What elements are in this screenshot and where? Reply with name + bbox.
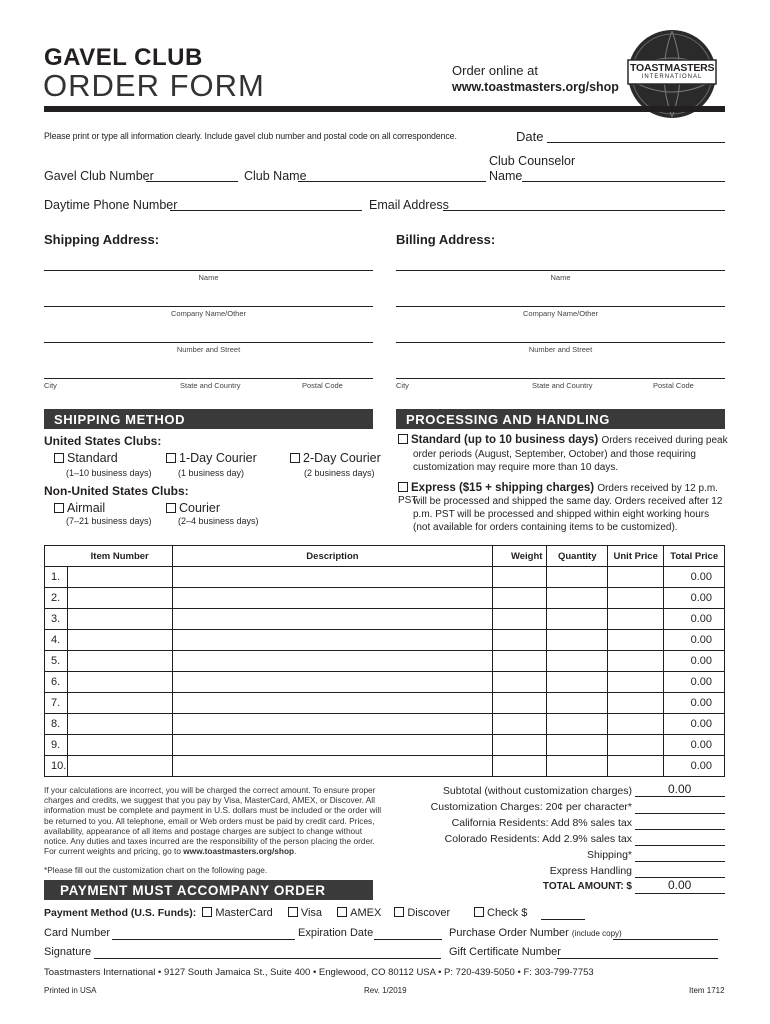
footer-printed: Printed in USA xyxy=(44,986,97,995)
courier-checkbox[interactable] xyxy=(166,503,176,513)
header-total-price: Total Price xyxy=(664,546,725,567)
row-number: 3. xyxy=(45,609,68,630)
standard-shipping-option[interactable] xyxy=(54,451,118,465)
row-number: 8. xyxy=(45,714,68,735)
colorado-label: Colorado Residents: Add 2.9% sales tax xyxy=(444,833,632,845)
shipping-city-label: City xyxy=(44,381,57,390)
express-processing-text4: (not available for orders containing items to be customized). xyxy=(413,522,678,533)
quantity-cell[interactable] xyxy=(547,630,608,651)
express-processing-text1: Orders received by 12 p.m. PST xyxy=(398,483,718,506)
shipping-company-label: Company Name/Other xyxy=(170,309,247,318)
billing-street-label: Number and Street xyxy=(528,345,593,354)
customization-field[interactable] xyxy=(635,801,725,814)
row-number: 5. xyxy=(45,651,68,672)
description-cell[interactable] xyxy=(172,609,493,630)
total-price-cell: 0.00 xyxy=(664,588,725,609)
unit-price-cell[interactable] xyxy=(608,672,664,693)
customization-label: Customization Charges: 20¢ per character* xyxy=(430,801,632,813)
table-row xyxy=(45,651,725,672)
item-number-cell[interactable] xyxy=(68,651,172,672)
total-price-cell: 0.00 xyxy=(664,693,725,714)
quantity-cell[interactable] xyxy=(547,756,608,777)
form-title-line1: GAVEL CLUB xyxy=(44,44,203,71)
calculation-note-url[interactable]: www.toastmasters.org/shop xyxy=(183,846,295,857)
courier-option[interactable] xyxy=(166,501,220,515)
total-price-cell: 0.00 xyxy=(664,756,725,777)
total-price-cell: 0.00 xyxy=(664,714,725,735)
header-unit-price: Unit Price xyxy=(608,546,664,567)
total-amount-label: TOTAL AMOUNT: $ xyxy=(542,881,632,892)
order-online-label: Order online at xyxy=(452,63,538,78)
two-day-courier-option[interactable] xyxy=(290,451,381,465)
date-label: Date xyxy=(516,129,544,144)
weight-cell[interactable] xyxy=(493,630,547,651)
shipping-street-field[interactable] xyxy=(44,330,373,343)
description-cell[interactable] xyxy=(172,588,493,609)
billing-name-field[interactable] xyxy=(396,258,725,271)
total-price-cell: 0.00 xyxy=(664,609,725,630)
unit-price-cell[interactable] xyxy=(608,567,664,588)
total-amount-value: 0.00 xyxy=(668,878,692,892)
check-option[interactable] xyxy=(474,907,527,919)
row-number: 9. xyxy=(45,735,68,756)
quantity-cell[interactable] xyxy=(547,714,608,735)
table-row xyxy=(45,567,725,588)
footer-address: Toastmasters International • 9127 South Jamaica St., Suite 400 • Englewood, CO 80112 USA • P: 720-439-5050 • F: 303-799-7753 xyxy=(44,967,594,978)
quantity-cell[interactable] xyxy=(547,567,608,588)
express-processing-title: Express ($15 + shipping charges) xyxy=(411,482,595,494)
shipping-street-label: Number and Street xyxy=(176,345,241,354)
quantity-cell[interactable] xyxy=(547,609,608,630)
club-counselor-label: Club Counselor xyxy=(489,154,576,168)
check-amount-field[interactable] xyxy=(541,907,585,920)
shipping-company-field[interactable] xyxy=(44,294,373,307)
standard-note: (1–10 business days) xyxy=(66,468,152,478)
description-cell[interactable] xyxy=(172,567,493,588)
row-number: 7. xyxy=(45,693,68,714)
email-label: Email Address xyxy=(369,198,449,212)
logo-text-main: TOASTMASTERS xyxy=(630,62,715,74)
description-cell[interactable] xyxy=(172,651,493,672)
unit-price-cell[interactable] xyxy=(608,735,664,756)
amex-checkbox[interactable] xyxy=(337,907,347,917)
table-row xyxy=(45,756,725,777)
standard-processing-text2: order periods (August, September, October) and those requiring xyxy=(413,449,696,460)
description-cell[interactable] xyxy=(172,693,493,714)
header-quantity: Quantity xyxy=(547,546,608,567)
weight-cell[interactable] xyxy=(493,609,547,630)
row-number: 6. xyxy=(45,672,68,693)
one-day-label: 1-Day Courier xyxy=(179,451,257,465)
description-cell[interactable] xyxy=(172,735,493,756)
calculation-note-text: If your calculations are incorrect, you will be charged the correct amount. To ensure proper charges and credits, we suggest that you pay by Visa, MasterCard, AMEX, or Discover. All information must be complete and payment in U.S. dollars must be included or the order will be returned to you. All telephone, email or Web orders must be paid by credit card. Prices, availability, appearance of all items and postage charges are subject to change without notice. Any duties and taxes incurred are the responsibility of the person placing the order. For current weights and pricing, go to xyxy=(44,785,382,857)
description-cell[interactable] xyxy=(172,672,493,693)
two-day-label: 2-Day Courier xyxy=(303,451,381,465)
row-number: 1. xyxy=(45,567,68,588)
gift-certificate-label: Gift Certificate Number xyxy=(449,946,561,958)
table-row xyxy=(45,609,725,630)
row-number: 2. xyxy=(45,588,68,609)
two-day-checkbox[interactable] xyxy=(290,453,300,463)
instructions-text: Please print or type all information clearly. Include gavel club number and postal code on all correspondence. xyxy=(44,131,457,141)
standard-processing-text3: customization may require more than 10 days. xyxy=(413,462,619,473)
discover-option[interactable] xyxy=(394,907,450,919)
express-processing-text2: will be processed and shipped the same day. Orders received after 12 xyxy=(413,496,723,507)
table-row xyxy=(45,735,725,756)
shipping-city-field[interactable] xyxy=(44,366,373,379)
daytime-phone-field[interactable] xyxy=(170,199,362,211)
visa-label: Visa xyxy=(300,907,323,919)
club-name-field[interactable] xyxy=(298,170,486,182)
table-row xyxy=(45,693,725,714)
billing-company-field[interactable] xyxy=(396,294,725,307)
quantity-cell[interactable] xyxy=(547,672,608,693)
club-name-label: Club Name xyxy=(244,169,307,183)
card-number-field[interactable] xyxy=(112,928,295,940)
purchase-order-text: Purchase Order Number xyxy=(449,927,569,939)
processing-banner: PROCESSING AND HANDLING xyxy=(396,409,725,429)
header-rule xyxy=(44,106,725,112)
table-row xyxy=(45,714,725,735)
date-field[interactable] xyxy=(547,130,725,143)
quantity-cell[interactable] xyxy=(547,588,608,609)
standard-processing-option[interactable] xyxy=(398,434,728,446)
unit-price-cell[interactable] xyxy=(608,630,664,651)
unit-price-cell[interactable] xyxy=(608,588,664,609)
one-day-checkbox[interactable] xyxy=(166,453,176,463)
weight-cell[interactable] xyxy=(493,651,547,672)
standard-processing-checkbox[interactable] xyxy=(398,434,408,444)
amex-label: AMEX xyxy=(350,907,382,919)
table-row xyxy=(45,588,725,609)
payment-method-row xyxy=(44,907,450,919)
shipping-field[interactable] xyxy=(635,849,725,862)
description-cell[interactable] xyxy=(172,714,493,735)
total-price-cell: 0.00 xyxy=(664,672,725,693)
table-row xyxy=(45,630,725,651)
shipping-state-label: State and Country xyxy=(180,381,241,390)
billing-name-label: Name xyxy=(550,273,571,282)
airmail-label: Airmail xyxy=(67,501,106,515)
club-counselor-name-label: Name xyxy=(489,169,523,183)
courier-label: Courier xyxy=(179,501,220,515)
unit-price-cell[interactable] xyxy=(608,714,664,735)
signature-field[interactable] xyxy=(94,947,441,959)
header-item-number: Item Number xyxy=(68,546,172,567)
item-number-cell[interactable] xyxy=(68,609,172,630)
weight-cell[interactable] xyxy=(493,756,547,777)
billing-company-label: Company Name/Other xyxy=(522,309,599,318)
description-cell[interactable] xyxy=(172,756,493,777)
form-title-line2: ORDER FORM xyxy=(43,68,265,103)
expiration-label: Expiration Date xyxy=(298,927,374,939)
total-price-cell: 0.00 xyxy=(664,567,725,588)
items-table xyxy=(44,545,725,777)
weight-cell[interactable] xyxy=(493,672,547,693)
gift-certificate-field[interactable] xyxy=(557,947,718,959)
header-description: Description xyxy=(172,546,493,567)
item-number-cell[interactable] xyxy=(68,756,172,777)
quantity-cell[interactable] xyxy=(547,735,608,756)
item-number-cell[interactable] xyxy=(68,630,172,651)
express-processing-checkbox[interactable] xyxy=(398,482,408,492)
row-number: 4. xyxy=(45,630,68,651)
airmail-note: (7–21 business days) xyxy=(66,516,152,526)
express-processing-text3: p.m. PST will be processed and shipped within eight working hours xyxy=(413,509,710,520)
total-price-cell: 0.00 xyxy=(664,651,725,672)
shipping-postal-label: Postal Code xyxy=(302,381,343,390)
billing-postal-label: Postal Code xyxy=(653,381,694,390)
shipping-address-heading: Shipping Address: xyxy=(44,232,160,247)
item-number-cell[interactable] xyxy=(68,714,172,735)
item-number-cell[interactable] xyxy=(68,588,172,609)
calculation-note: If your calculations are incorrect, you will be charged the correct amount. To ensure proper charges and credits, we suggest that you pay by Visa, MasterCard, AMEX, or Discover. All information must be complete and payment in U.S. dollars must be included or the order will be returned to you. All telephone, email or Web orders must be paid by credit card. Prices, availability, appearance of all items and postage charges are subject to change without notice. Any duties and taxes incurred are the responsibility of the person placing the order. For current weights and pricing, go to www.toastmasters.org/shop. xyxy=(44,785,382,857)
express-handling-field[interactable] xyxy=(635,865,725,878)
express-handling-label: Express Handling xyxy=(549,865,632,877)
visa-checkbox[interactable] xyxy=(288,907,298,917)
discover-label: Discover xyxy=(407,907,451,919)
shipping-name-field[interactable] xyxy=(44,258,373,271)
check-label: Check $ xyxy=(487,907,528,919)
billing-city-label: City xyxy=(396,381,409,390)
club-counselor-name-field[interactable] xyxy=(522,170,725,182)
subtotal-label: Subtotal (without customization charges) xyxy=(442,785,632,797)
payment-method-label: Payment Method (U.S. Funds): xyxy=(44,907,197,919)
customization-note: *Please fill out the customization chart on the following page. xyxy=(44,865,268,875)
items-table-header xyxy=(45,546,725,567)
two-day-note: (2 business days) xyxy=(304,468,375,478)
california-label: California Residents: Add 8% sales tax xyxy=(451,817,632,829)
mastercard-option[interactable] xyxy=(202,907,272,919)
footer-revision: Rev. 1/2019 xyxy=(364,986,407,995)
billing-street-field[interactable] xyxy=(396,330,725,343)
amex-option[interactable] xyxy=(337,907,381,919)
unit-price-cell[interactable] xyxy=(608,651,664,672)
non-us-clubs-heading: Non-United States Clubs: xyxy=(44,484,189,498)
description-cell[interactable] xyxy=(172,630,493,651)
total-price-cell: 0.00 xyxy=(664,630,725,651)
payment-banner: PAYMENT MUST ACCOMPANY ORDER xyxy=(44,880,373,900)
us-clubs-heading: United States Clubs: xyxy=(44,434,162,448)
shipping-name-label: Name xyxy=(198,273,219,282)
mastercard-checkbox[interactable] xyxy=(202,907,212,917)
table-row xyxy=(45,672,725,693)
purchase-order-field[interactable] xyxy=(613,928,718,940)
total-price-cell: 0.00 xyxy=(664,735,725,756)
standard-label: Standard xyxy=(67,451,118,465)
billing-address-heading: Billing Address: xyxy=(396,232,496,247)
item-number-cell[interactable] xyxy=(68,567,172,588)
standard-processing-title: Standard (up to 10 business days) xyxy=(411,434,599,446)
daytime-phone-label: Daytime Phone Number xyxy=(44,198,178,212)
visa-option[interactable] xyxy=(288,907,322,919)
one-day-note: (1 business day) xyxy=(178,468,245,478)
weight-cell[interactable] xyxy=(493,714,547,735)
quantity-cell[interactable] xyxy=(547,693,608,714)
logo-text-sub: INTERNATIONAL xyxy=(641,74,703,80)
airmail-option[interactable] xyxy=(54,501,105,515)
email-field[interactable] xyxy=(443,199,725,211)
shipping-label: Shipping* xyxy=(587,849,632,861)
row-number: 10. xyxy=(45,756,68,777)
billing-state-label: State and Country xyxy=(532,381,593,390)
item-number-cell[interactable] xyxy=(68,672,172,693)
header-weight: Weight xyxy=(493,546,547,567)
signature-label: Signature xyxy=(44,946,92,958)
california-field[interactable] xyxy=(635,817,725,830)
shipping-method-banner: SHIPPING METHOD xyxy=(44,409,373,429)
colorado-field[interactable] xyxy=(635,833,725,846)
subtotal-value: 0.00 xyxy=(668,782,692,796)
billing-city-field[interactable] xyxy=(396,366,725,379)
expiration-field[interactable] xyxy=(374,928,442,940)
gavel-club-number-label: Gavel Club Number xyxy=(44,169,154,183)
item-number-cell[interactable] xyxy=(68,693,172,714)
card-number-label: Card Number xyxy=(44,927,111,939)
standard-processing-text1: Orders received during peak xyxy=(601,435,728,446)
discover-checkbox[interactable] xyxy=(394,907,404,917)
weight-cell[interactable] xyxy=(493,588,547,609)
airmail-checkbox[interactable] xyxy=(54,503,64,513)
footer-item-number: Item 1712 xyxy=(689,986,725,995)
courier-note: (2–4 business days) xyxy=(178,516,259,526)
purchase-order-note: (include copy) xyxy=(571,929,622,938)
unit-price-cell[interactable] xyxy=(608,609,664,630)
unit-price-cell[interactable] xyxy=(608,756,664,777)
weight-cell[interactable] xyxy=(493,693,547,714)
weight-cell[interactable] xyxy=(493,567,547,588)
standard-checkbox[interactable] xyxy=(54,453,64,463)
order-online-url[interactable]: www.toastmasters.org/shop xyxy=(452,80,619,94)
one-day-courier-option[interactable] xyxy=(166,451,257,465)
purchase-order-label xyxy=(449,927,622,939)
quantity-cell[interactable] xyxy=(547,651,608,672)
weight-cell[interactable] xyxy=(493,735,547,756)
item-number-cell[interactable] xyxy=(68,735,172,756)
mastercard-label: MasterCard xyxy=(215,907,273,919)
check-checkbox[interactable] xyxy=(474,907,484,917)
unit-price-cell[interactable] xyxy=(608,693,664,714)
gavel-club-number-field[interactable] xyxy=(146,170,238,182)
